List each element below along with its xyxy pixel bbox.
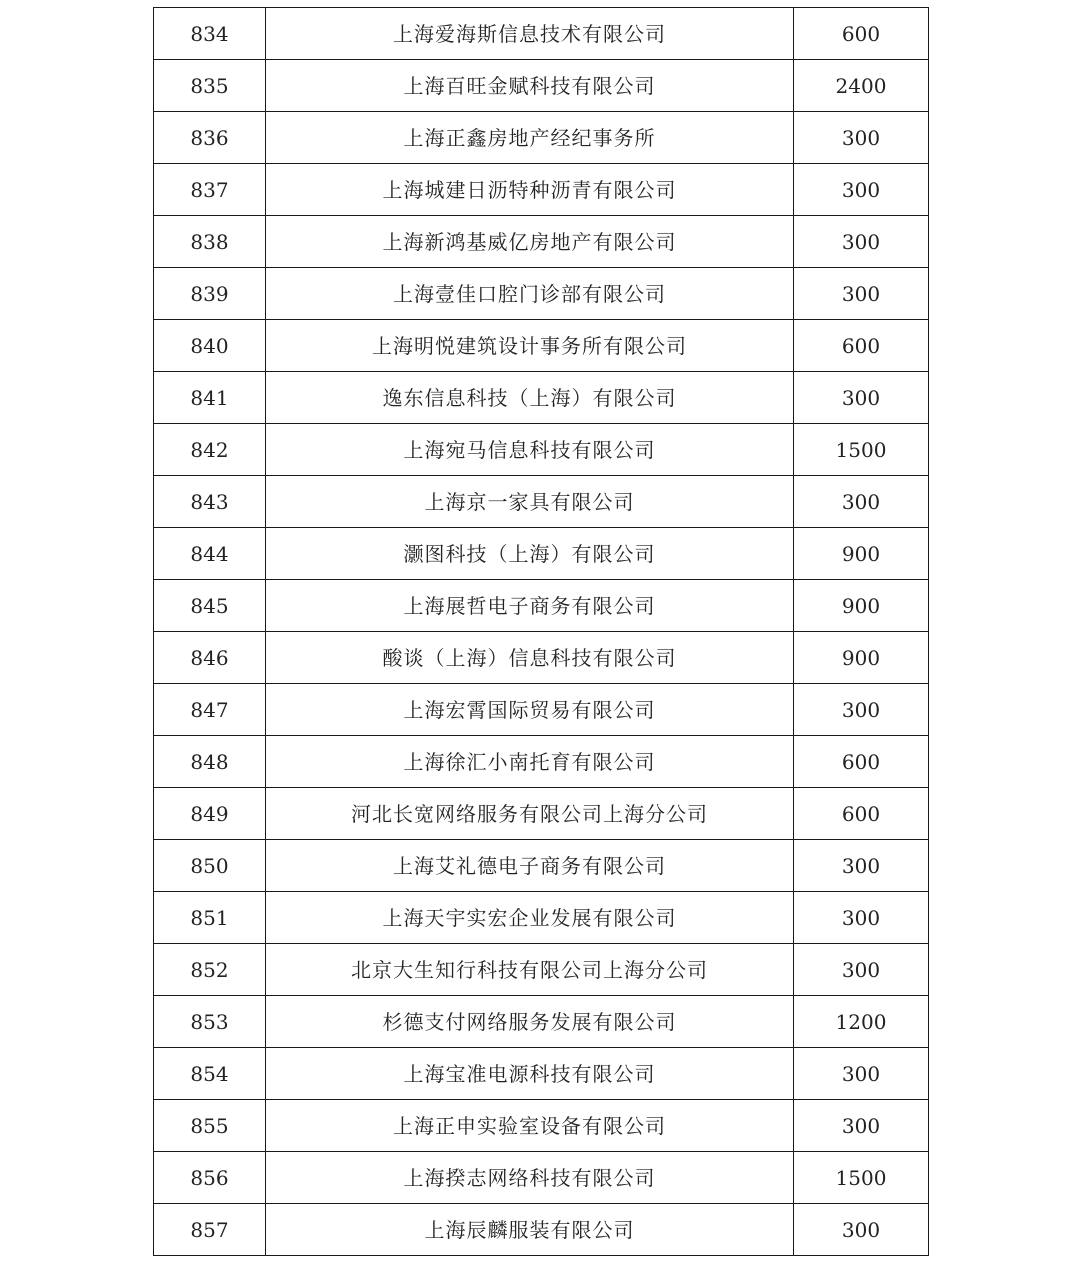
amount-cell: 600 [794,788,929,840]
company-name-cell: 上海壹佳口腔门诊部有限公司 [266,268,794,320]
company-name-cell: 北京大生知行科技有限公司上海分公司 [266,944,794,996]
amount-cell: 600 [794,736,929,788]
amount-cell: 300 [794,372,929,424]
row-number-cell: 844 [154,528,266,580]
table-row [154,684,929,736]
row-number-cell: 836 [154,112,266,164]
table-row [154,1152,929,1204]
row-number-cell: 840 [154,320,266,372]
amount-cell: 600 [794,8,929,60]
company-name-cell: 上海徐汇小南托育有限公司 [266,736,794,788]
amount-cell: 900 [794,632,929,684]
table-row [154,112,929,164]
amount-cell: 300 [794,892,929,944]
company-name-cell: 河北长宽网络服务有限公司上海分公司 [266,788,794,840]
company-name-cell: 灏图科技（上海）有限公司 [266,528,794,580]
company-name-cell: 上海展哲电子商务有限公司 [266,580,794,632]
company-name-cell: 上海辰麟服装有限公司 [266,1204,794,1256]
table-row [154,268,929,320]
company-name-cell: 上海宛马信息科技有限公司 [266,424,794,476]
row-number-cell: 854 [154,1048,266,1100]
company-name-cell: 上海天宇实宏企业发展有限公司 [266,892,794,944]
row-number-cell: 841 [154,372,266,424]
row-number-cell: 846 [154,632,266,684]
row-number-cell: 853 [154,996,266,1048]
row-number-cell: 834 [154,8,266,60]
company-name-cell: 上海爱海斯信息技术有限公司 [266,8,794,60]
company-name-cell: 上海正鑫房地产经纪事务所 [266,112,794,164]
amount-cell: 300 [794,684,929,736]
amount-cell: 300 [794,164,929,216]
table-row [154,736,929,788]
company-name-cell: 杉德支付网络服务发展有限公司 [266,996,794,1048]
table-row [154,1048,929,1100]
amount-cell: 300 [794,944,929,996]
row-number-cell: 848 [154,736,266,788]
amount-cell: 1200 [794,996,929,1048]
company-name-cell: 上海明悦建筑设计事务所有限公司 [266,320,794,372]
table-row [154,1100,929,1152]
row-number-cell: 843 [154,476,266,528]
table-row [154,996,929,1048]
amount-cell: 300 [794,1048,929,1100]
table-row [154,944,929,996]
amount-cell: 300 [794,476,929,528]
company-name-cell: 上海艾礼德电子商务有限公司 [266,840,794,892]
amount-cell: 300 [794,1100,929,1152]
amount-cell: 600 [794,320,929,372]
company-name-cell: 上海百旺金赋科技有限公司 [266,60,794,112]
amount-cell: 300 [794,268,929,320]
table-row [154,788,929,840]
company-name-cell: 酸谈（上海）信息科技有限公司 [266,632,794,684]
row-number-cell: 838 [154,216,266,268]
row-number-cell: 850 [154,840,266,892]
amount-cell: 1500 [794,424,929,476]
row-number-cell: 839 [154,268,266,320]
table-row [154,1204,929,1256]
row-number-cell: 856 [154,1152,266,1204]
amount-cell: 300 [794,840,929,892]
table-row [154,892,929,944]
table-row [154,476,929,528]
company-name-cell: 上海正申实验室设备有限公司 [266,1100,794,1152]
row-number-cell: 837 [154,164,266,216]
table-row [154,60,929,112]
row-number-cell: 857 [154,1204,266,1256]
row-number-cell: 851 [154,892,266,944]
table-row [154,8,929,60]
table-row [154,632,929,684]
row-number-cell: 845 [154,580,266,632]
amount-cell: 2400 [794,60,929,112]
amount-cell: 1500 [794,1152,929,1204]
row-number-cell: 835 [154,60,266,112]
amount-cell: 900 [794,528,929,580]
amount-cell: 300 [794,216,929,268]
amount-cell: 900 [794,580,929,632]
amount-cell: 300 [794,1204,929,1256]
company-name-cell: 逸东信息科技（上海）有限公司 [266,372,794,424]
row-number-cell: 852 [154,944,266,996]
row-number-cell: 855 [154,1100,266,1152]
table-body [154,8,929,1256]
row-number-cell: 847 [154,684,266,736]
amount-cell: 300 [794,112,929,164]
company-name-cell: 上海京一家具有限公司 [266,476,794,528]
row-number-cell: 849 [154,788,266,840]
table-row [154,372,929,424]
row-number-cell: 842 [154,424,266,476]
table-row [154,528,929,580]
table-row [154,216,929,268]
company-name-cell: 上海新鸿基威亿房地产有限公司 [266,216,794,268]
table-row [154,424,929,476]
company-name-cell: 上海宝准电源科技有限公司 [266,1048,794,1100]
company-name-cell: 上海城建日沥特种沥青有限公司 [266,164,794,216]
table-row [154,164,929,216]
company-name-cell: 上海揆志网络科技有限公司 [266,1152,794,1204]
table-row [154,320,929,372]
table-row [154,580,929,632]
company-name-cell: 上海宏霄国际贸易有限公司 [266,684,794,736]
company-subsidy-table [153,7,929,1256]
table-row [154,840,929,892]
